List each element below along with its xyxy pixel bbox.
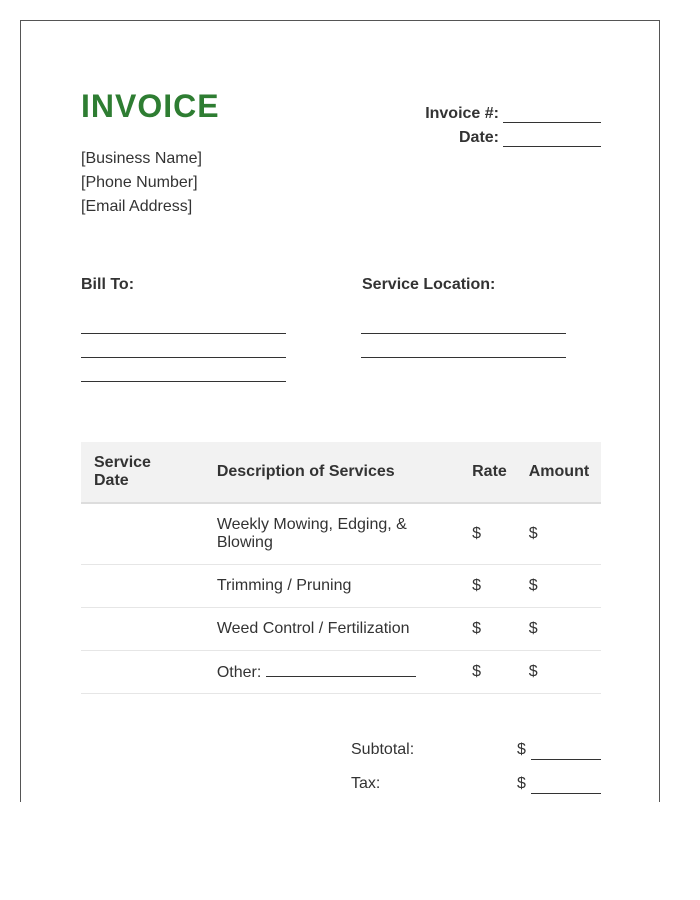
description-cell: Trimming / Pruning xyxy=(217,565,472,608)
service-location-line-2[interactable] xyxy=(361,357,566,358)
amount-cell[interactable]: $ xyxy=(529,503,601,565)
description-text: Weekly Mowing, Edging, & Blowing xyxy=(216,516,407,551)
rate-cell[interactable]: $ xyxy=(472,503,529,565)
invoice-date-label: Date: xyxy=(458,129,499,146)
table-row xyxy=(81,565,601,608)
service-date-cell[interactable] xyxy=(81,565,217,608)
subtotal-label: Subtotal: xyxy=(351,741,415,758)
bill-to-line-3[interactable] xyxy=(81,381,286,382)
header-service-date-line2: Date xyxy=(94,472,129,489)
business-info xyxy=(81,147,202,219)
service-location-line-1[interactable] xyxy=(361,333,566,334)
rate-cell[interactable]: $ xyxy=(472,608,529,651)
subtotal-row xyxy=(351,741,601,763)
rate-cell[interactable]: $ xyxy=(472,651,529,694)
amount-cell[interactable]: $ xyxy=(529,651,601,694)
header-rate: Rate xyxy=(472,442,529,503)
bill-to-line-2[interactable] xyxy=(81,357,286,358)
invoice-title: INVOICE xyxy=(81,88,220,124)
rate-cell[interactable]: $ xyxy=(472,565,529,608)
header-description: Description of Services xyxy=(217,442,472,503)
amount-cell[interactable]: $ xyxy=(529,565,601,608)
business-phone: [Phone Number] xyxy=(81,174,198,191)
table-header-row xyxy=(81,442,601,503)
table-row xyxy=(81,651,601,694)
tax-currency: $ xyxy=(517,775,526,792)
invoice-number-row xyxy=(425,99,601,123)
service-date-cell[interactable] xyxy=(81,651,217,694)
table-row xyxy=(81,608,601,651)
bill-to-line-1[interactable] xyxy=(81,333,286,334)
tax-field[interactable] xyxy=(531,779,601,794)
invoice-page xyxy=(20,20,660,802)
header-service-date-line1: Service xyxy=(94,454,151,471)
service-location-label: Service Location: xyxy=(362,276,496,293)
services-table xyxy=(81,442,601,694)
invoice-date-field[interactable] xyxy=(503,132,601,147)
business-email: [Email Address] xyxy=(81,198,193,215)
invoice-number-label: Invoice #: xyxy=(425,105,499,122)
subtotal-currency: $ xyxy=(517,741,526,758)
tax-row xyxy=(351,775,601,797)
business-name: [Business Name] xyxy=(81,150,202,167)
description-cell: Weed Control / Fertilization xyxy=(217,608,472,651)
service-date-cell[interactable] xyxy=(81,608,217,651)
subtotal-field[interactable] xyxy=(531,745,601,760)
tax-label: Tax: xyxy=(351,775,381,792)
invoice-date-row xyxy=(425,123,601,147)
table-row xyxy=(81,503,601,565)
bill-to-label: Bill To: xyxy=(81,276,135,293)
description-cell xyxy=(217,503,472,565)
service-date-cell[interactable] xyxy=(81,503,217,565)
header-amount: Amount xyxy=(529,442,601,503)
other-label: Other: xyxy=(216,664,262,681)
other-description-field[interactable] xyxy=(266,662,416,677)
amount-cell[interactable]: $ xyxy=(529,608,601,651)
description-cell xyxy=(217,651,472,694)
invoice-meta xyxy=(425,99,601,147)
header-service-date xyxy=(81,442,217,503)
invoice-number-field[interactable] xyxy=(503,108,601,123)
